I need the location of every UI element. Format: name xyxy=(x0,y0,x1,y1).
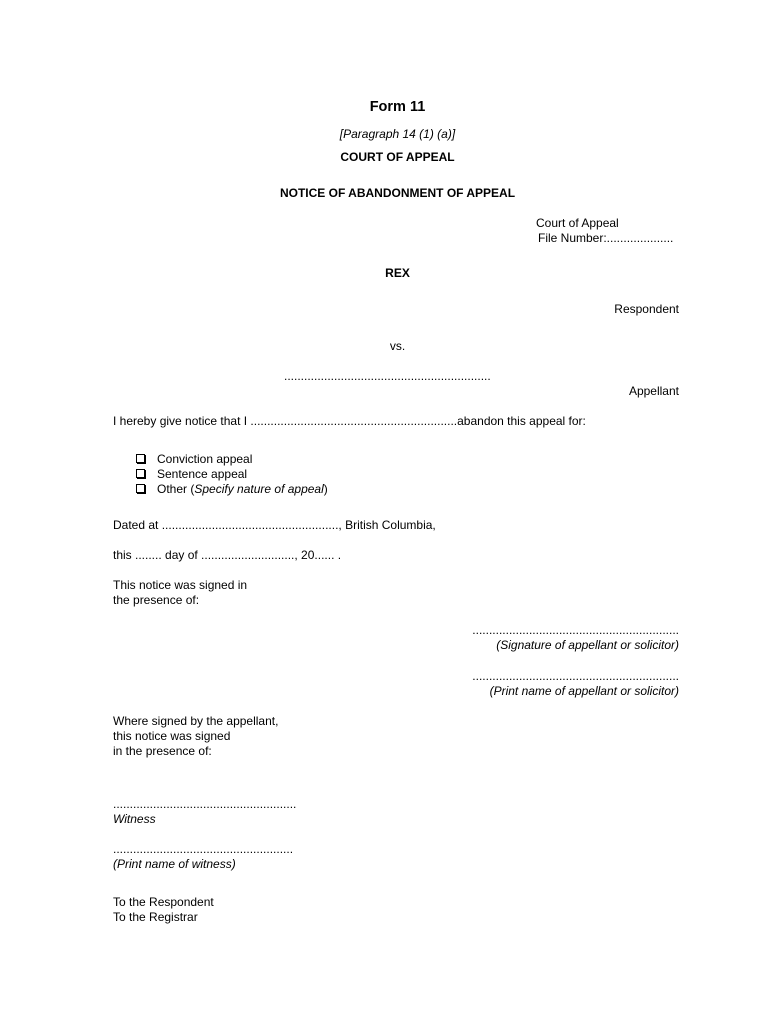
rex-party: REX xyxy=(385,266,410,280)
witness-caption: Witness xyxy=(113,812,156,826)
witness-name-blank: ...................................................... xyxy=(113,842,294,856)
court-heading: COURT OF APPEAL xyxy=(340,150,455,164)
checkbox-icon[interactable] xyxy=(136,469,145,478)
respondent-label: Respondent xyxy=(614,302,679,316)
dated-at-line: Dated at ....................................................., British Columbia, xyxy=(113,518,436,532)
day-line: this ........ day of ............................, 20...... . xyxy=(113,548,342,562)
court-of-appeal-label: Court of Appeal xyxy=(536,216,619,230)
appellant-presence-line-2: this notice was signed xyxy=(113,729,231,743)
form-title: Form 11 xyxy=(369,99,426,115)
notice-heading: NOTICE OF ABANDONMENT OF APPEAL xyxy=(279,186,516,200)
signature-caption: (Signature of appellant or solicitor) xyxy=(496,638,679,652)
print-name-caption: (Print name of appellant or solicitor) xyxy=(489,684,679,698)
witness-name-caption: (Print name of witness) xyxy=(113,857,236,871)
appellant-label: Appellant xyxy=(628,384,679,398)
option-conviction-appeal xyxy=(136,452,252,467)
checkbox-icon[interactable] xyxy=(136,484,145,493)
appellant-name-blank: .............................................................. xyxy=(284,369,491,383)
option-label: Conviction appeal xyxy=(157,452,253,466)
appellant-presence-line-3: in the presence of: xyxy=(113,744,212,758)
recipient-registrar: To the Registrar xyxy=(113,910,198,924)
signed-presence-line-1: This notice was signed in xyxy=(113,578,248,592)
option-other xyxy=(136,482,328,497)
checkbox-icon[interactable] xyxy=(136,454,145,463)
option-label: Sentence appeal xyxy=(157,467,248,481)
option-label-prefix: Other ( xyxy=(157,482,195,496)
witness-signature-blank: ....................................................... xyxy=(113,797,297,811)
print-name-blank: .............................................................. xyxy=(472,669,679,683)
notice-statement: I hereby give notice that I ..............................................................abandon this appeal for: xyxy=(113,414,586,428)
option-label-italic: Specify nature of appeal xyxy=(194,482,324,496)
file-number-field: File Number:.................... xyxy=(538,231,674,245)
signature-blank: .............................................................. xyxy=(472,623,679,637)
option-sentence-appeal xyxy=(136,467,247,482)
option-label-suffix: ) xyxy=(323,482,328,496)
versus-label: vs. xyxy=(389,339,406,353)
paragraph-reference: [Paragraph 14 (1) (a)] xyxy=(339,127,456,141)
appellant-presence-line-1: Where signed by the appellant, xyxy=(113,714,279,728)
recipient-respondent: To the Respondent xyxy=(113,895,214,909)
signed-presence-line-2: the presence of: xyxy=(113,593,200,607)
